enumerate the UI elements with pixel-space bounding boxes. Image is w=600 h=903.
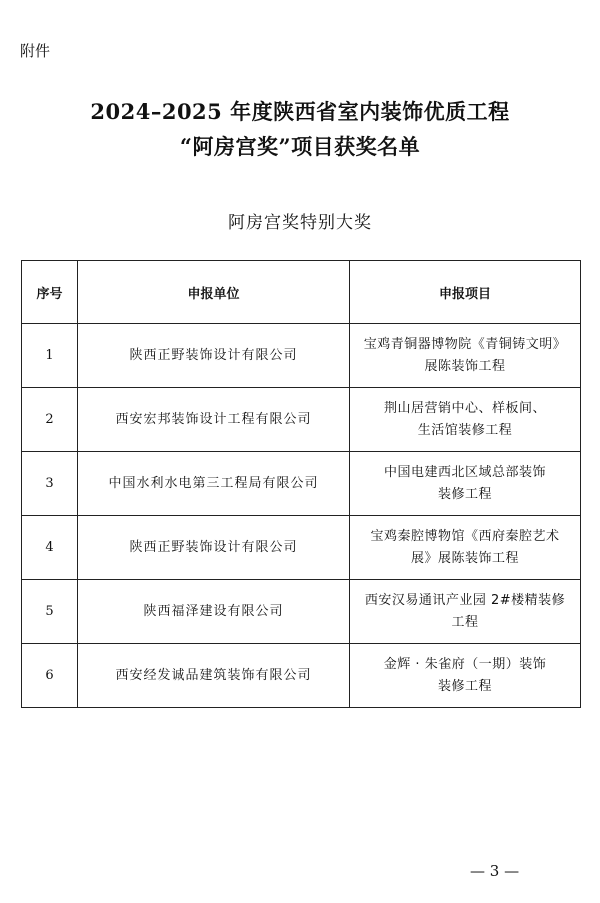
table-row [22, 580, 581, 644]
row-applicant-unit: 陕西正野装饰设计有限公司 [78, 516, 350, 580]
row-applicant-unit: 陕西正野装饰设计有限公司 [78, 324, 350, 388]
row-serial-number: 5 [22, 580, 78, 644]
award-table [21, 260, 581, 708]
row-applicant-unit: 西安经发诚品建筑装饰有限公司 [78, 644, 350, 708]
row-project-line-1: 宝鸡秦腔博物馆《西府秦腔艺术 [370, 528, 560, 544]
header-applicant-unit: 申报单位 [78, 261, 350, 324]
table-row [22, 644, 581, 708]
row-project [350, 452, 581, 516]
row-project [350, 388, 581, 452]
table-row [22, 388, 581, 452]
row-project-line-2: 装修工程 [437, 678, 492, 694]
row-project-line-1: 中国电建西北区域总部装饰 [383, 464, 546, 480]
row-project-line-1: 金辉 · 朱雀府（一期）装饰 [383, 656, 547, 672]
row-project-line-1: 宝鸡青铜器博物院《青铜铸文明》 [363, 336, 567, 352]
row-project [350, 644, 581, 708]
table-row [22, 324, 581, 388]
row-serial-number: 4 [22, 516, 78, 580]
row-applicant-unit: 西安宏邦装饰设计工程有限公司 [78, 388, 350, 452]
row-project-line-2: 生活馆装修工程 [417, 422, 513, 438]
header-serial-number: 序号 [22, 261, 78, 324]
table-row [22, 452, 581, 516]
row-serial-number: 6 [22, 644, 78, 708]
row-project-line-1: 西安汉易通讯产业园 2#楼精装修 [364, 592, 566, 608]
row-project-line-2: 工程 [451, 614, 479, 630]
row-project [350, 516, 581, 580]
table-header-row [22, 261, 581, 324]
row-applicant-unit: 中国水利水电第三工程局有限公司 [78, 452, 350, 516]
document-title-line-1: 2024–2025 年度陕西省室内装饰优质工程 [90, 99, 510, 124]
row-project [350, 580, 581, 644]
row-project-line-1: 荆山居营销中心、样板间、 [383, 400, 546, 416]
row-project [350, 324, 581, 388]
section-heading: 阿房宫奖特别大奖 [228, 213, 372, 233]
page-number: — 3 — [470, 862, 520, 880]
row-project-line-2: 装修工程 [437, 486, 492, 502]
row-project-line-2: 展》展陈装饰工程 [410, 550, 519, 566]
attachment-label: 附件 [20, 42, 51, 60]
row-applicant-unit: 陕西福泽建设有限公司 [78, 580, 350, 644]
row-serial-number: 3 [22, 452, 78, 516]
row-serial-number: 2 [22, 388, 78, 452]
table-row [22, 516, 581, 580]
document-title [0, 94, 600, 164]
row-project-line-2: 展陈装饰工程 [424, 358, 506, 374]
header-project: 申报项目 [350, 261, 581, 324]
document-title-line-2: “阿房宫奖”项目获奖名单 [179, 134, 421, 159]
row-serial-number: 1 [22, 324, 78, 388]
